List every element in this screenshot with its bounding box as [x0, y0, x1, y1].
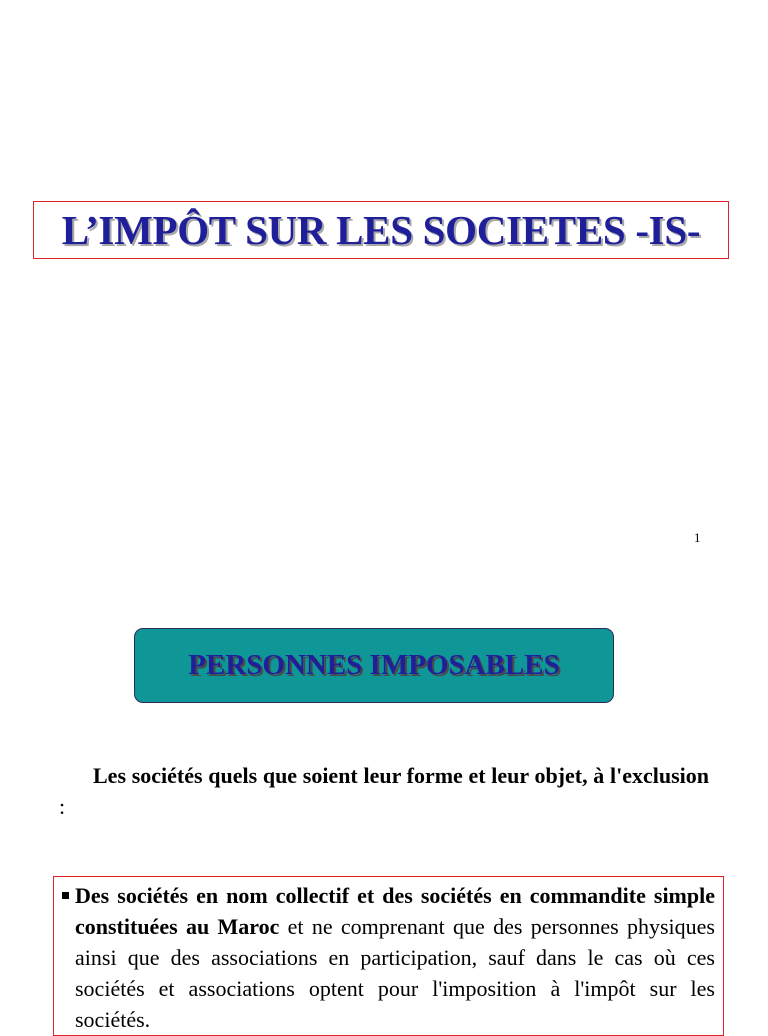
page-number: 1 [694, 530, 701, 545]
document-title: L’IMPÔT SUR LES SOCIETES -IS- [61, 207, 701, 253]
intro-colon: : [59, 794, 66, 819]
bullet-bold-text: Des sociétés en nom collectif et des sociétés en commandite simple constituées au Maroc [75, 883, 715, 939]
intro-text: Les sociétés quels que soient leur forme et leur objet, à l'exclusion [93, 763, 709, 788]
intro-paragraph [59, 760, 709, 822]
section-title: PERSONNES IMPOSABLES [188, 649, 560, 681]
square-bullet-icon [62, 892, 69, 899]
bullet-item [75, 880, 715, 1035]
bullet-rest-text: et ne comprenant que des personnes physiques ainsi que des associations en participation, sauf dans le cas où ces sociétés et associations optent pour l'imposition à l'impôt sur les sociétés. [75, 914, 715, 1032]
bullet-box [53, 876, 724, 1036]
title-box [33, 201, 729, 259]
section-header-box [134, 628, 614, 703]
